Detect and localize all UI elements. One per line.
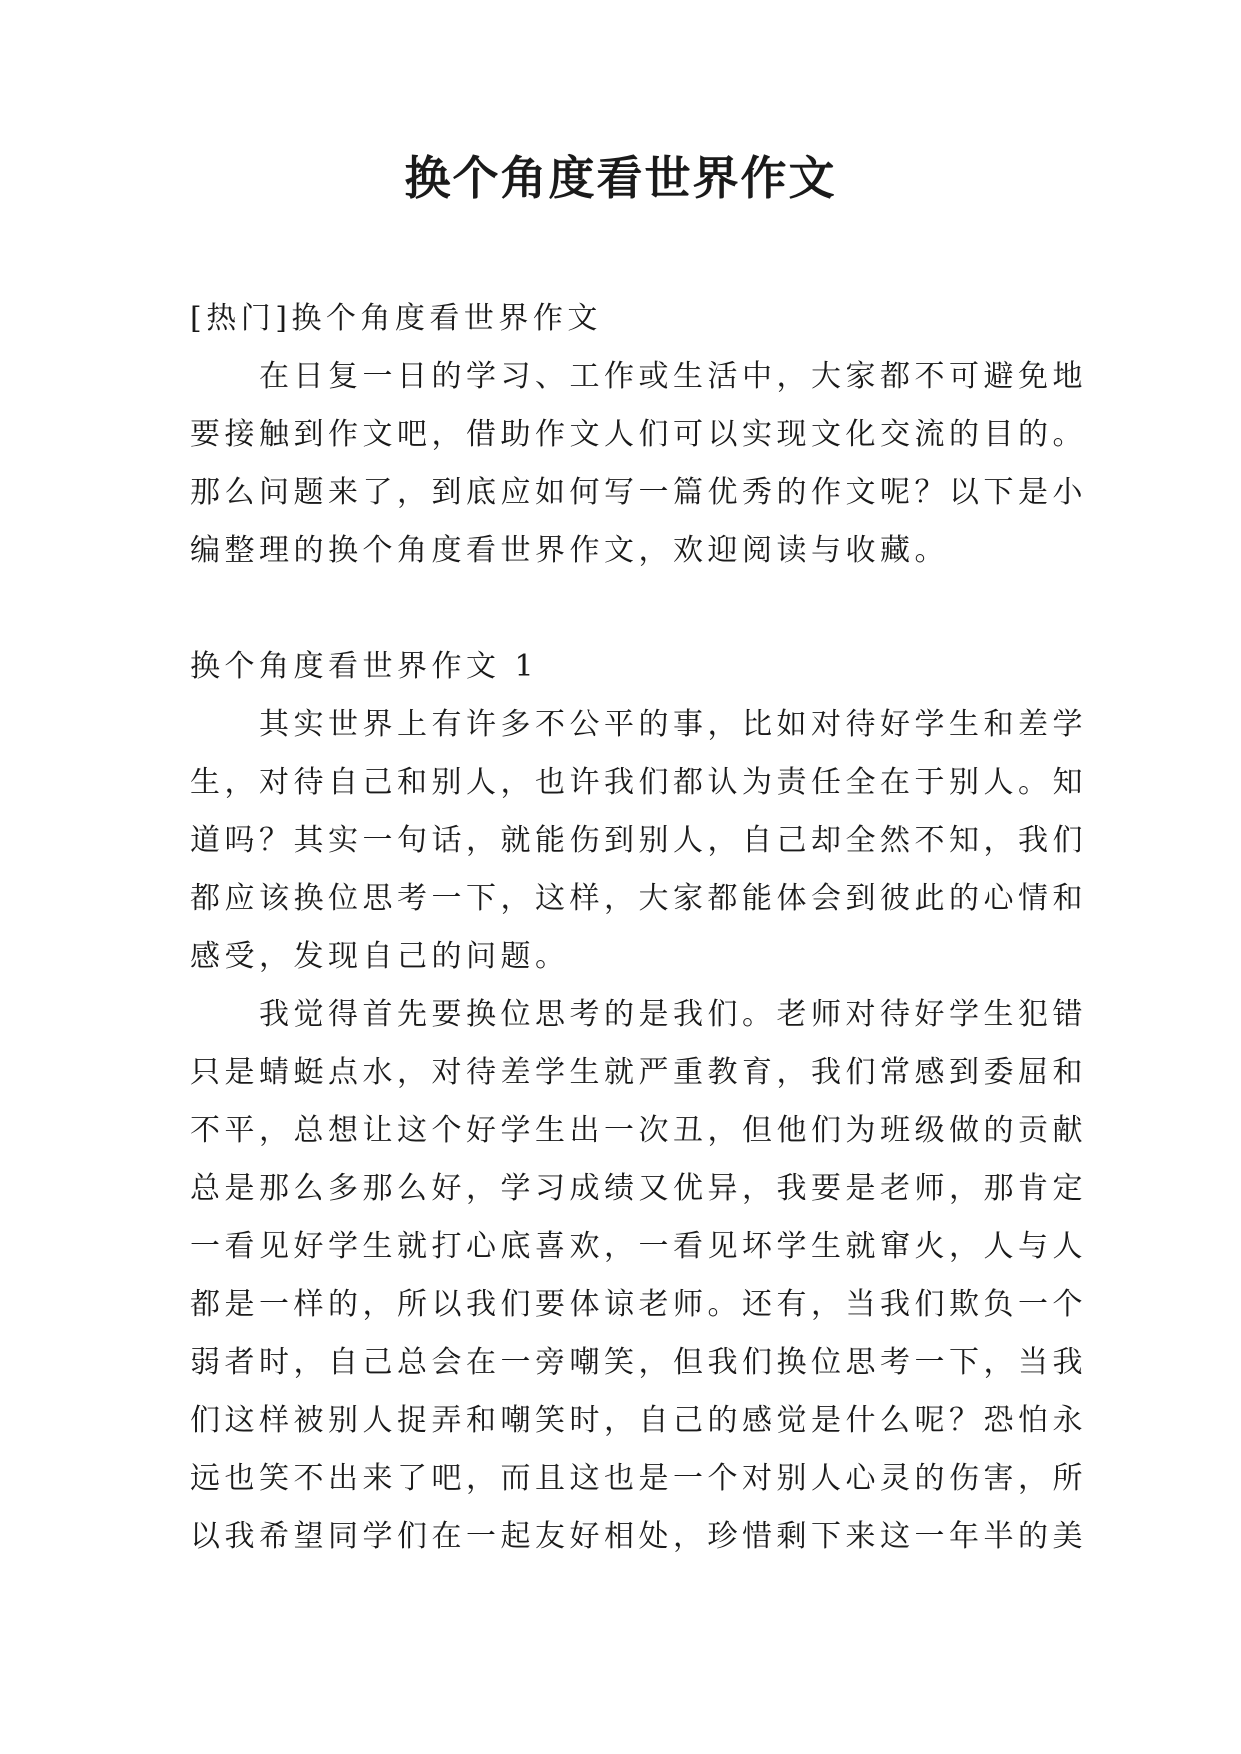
paragraph-line: 总是那么多那么好，学习成绩又优异，我要是老师，那肯定	[190, 1171, 1087, 1206]
paragraph-line: 在日复一日的学习、工作或生活中，大家都不可避免地	[190, 359, 1087, 394]
paragraph-line: 感受，发现自己的问题。	[190, 939, 570, 974]
paragraph-line: 要接触到作文吧，借助作文人们可以实现文化交流的目的。	[190, 417, 1087, 452]
intro-paragraph	[190, 348, 1087, 580]
paragraph-line: 远也笑不出来了吧，而且这也是一个对别人心灵的伤害，所	[190, 1461, 1087, 1496]
document-title: 换个角度看世界作文	[404, 151, 837, 205]
paragraph-line: 弱者时，自己总会在一旁嘲笑，但我们换位思考一下，当我	[190, 1345, 1087, 1380]
paragraph-line: 其实世界上有许多不公平的事，比如对待好学生和差学	[190, 707, 1087, 742]
paragraph-line: 以我希望同学们在一起友好相处，珍惜剩下来这一年半的美	[190, 1519, 1087, 1554]
paragraph-line: 不平，总想让这个好学生出一次丑，但他们为班级做的贡献	[190, 1113, 1087, 1148]
essay-heading: 换个角度看世界作文 1	[190, 649, 539, 684]
paragraph-line: 们这样被别人捉弄和嘲笑时，自己的感觉是什么呢？恐怕永	[190, 1403, 1087, 1438]
essay-paragraph-2	[190, 986, 1087, 1566]
paragraph-line: 那么问题来了，到底应如何写一篇优秀的作文呢？以下是小	[190, 475, 1087, 510]
document-body	[190, 290, 1087, 1566]
paragraph-line: 生，对待自己和别人，也许我们都认为责任全在于别人。知	[190, 765, 1087, 800]
spacer	[190, 580, 1050, 638]
paragraph-line: 只是蜻蜓点水，对待差学生就严重教育，我们常感到委屈和	[190, 1055, 1087, 1090]
paragraph-line: 都是一样的，所以我们要体谅老师。还有，当我们欺负一个	[190, 1287, 1087, 1322]
paragraph-line: 道吗？其实一句话，就能伤到别人，自己却全然不知，我们	[190, 823, 1087, 858]
paragraph-line: 一看见好学生就打心底喜欢，一看见坏学生就窜火，人与人	[190, 1229, 1087, 1264]
essay-paragraph-1	[190, 696, 1087, 986]
paragraph-line: 都应该换位思考一下，这样，大家都能体会到彼此的心情和	[190, 881, 1087, 916]
intro-heading: [热门]换个角度看世界作文	[190, 301, 602, 336]
paragraph-line: 编整理的换个角度看世界作文，欢迎阅读与收藏。	[190, 533, 949, 568]
paragraph-line: 我觉得首先要换位思考的是我们。老师对待好学生犯错	[190, 997, 1087, 1032]
